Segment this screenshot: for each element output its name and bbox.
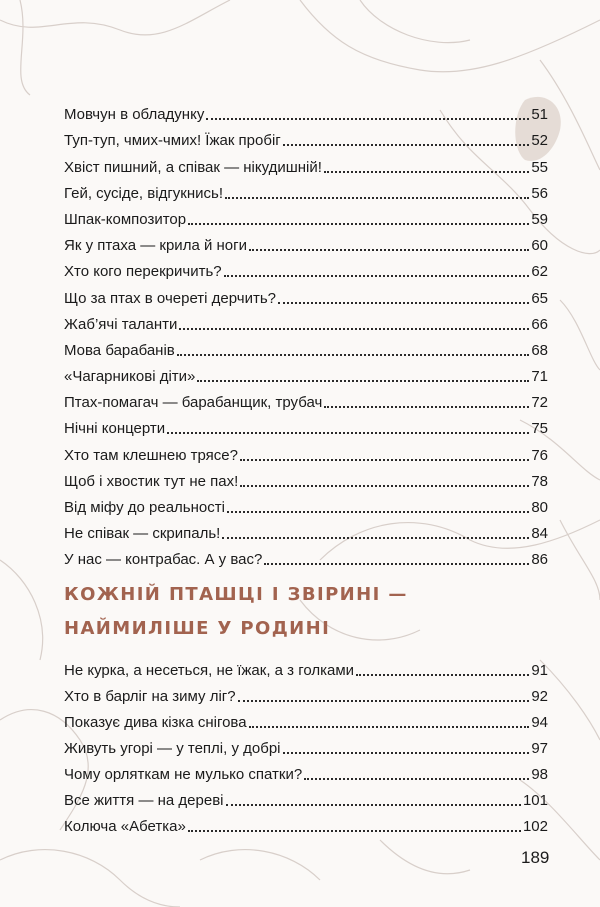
toc-entry-page: 55 [531, 158, 548, 176]
toc-entry[interactable] [64, 732, 548, 758]
section-heading-line-2: НАЙМИЛІШE У РОДИНІ [64, 618, 331, 639]
toc-entry-page: 75 [531, 420, 548, 438]
toc-entry-title: Нічні концерти [64, 420, 166, 438]
toc-entry-page: 91 [531, 662, 548, 679]
toc-entry-page: 51 [531, 106, 548, 124]
toc-entry[interactable] [64, 784, 548, 810]
toc-entry-title: Хто в барліг на зиму ліг? [64, 688, 236, 705]
leader-dots [278, 302, 529, 304]
leader-dots [227, 511, 529, 513]
toc-entry[interactable] [64, 386, 548, 412]
toc-entry-page: 86 [531, 551, 548, 569]
toc-entry-title: Хвіст пишний, а співак — нікудишній! [64, 158, 322, 176]
toc-entry-title: Не курка, а несеться, не їжак, а з голками [64, 662, 355, 679]
leader-dots [240, 459, 529, 461]
toc-entry-title: Живуть угорі — у теплі, у добрі [64, 740, 281, 757]
toc-entry-page: 102 [522, 818, 548, 835]
toc-entry-page: 72 [531, 394, 548, 412]
leader-dots [249, 249, 529, 251]
toc-entry-page: 68 [531, 341, 548, 359]
toc-entry-page: 97 [531, 740, 548, 757]
toc-entry-title: Хто кого перекричить? [64, 263, 222, 281]
toc-entry-title: «Чагарникові діти» [64, 368, 196, 386]
toc-entry-title: Чому орляткам не мулько спатки? [64, 766, 303, 783]
toc-section-1 [64, 98, 548, 569]
toc-entry-page: 65 [531, 289, 548, 307]
leader-dots [304, 778, 529, 780]
toc-entry[interactable] [64, 334, 548, 360]
toc-entry-title: Все життя — на дереві [64, 792, 224, 809]
leader-dots [225, 197, 529, 199]
toc-entry-page: 84 [531, 525, 548, 543]
leader-dots [177, 354, 530, 356]
toc-entry[interactable] [64, 810, 548, 836]
toc-entry-title: Жаб’ячі таланти [64, 315, 178, 333]
toc-entry[interactable] [64, 360, 548, 386]
toc-entry-page: 62 [531, 263, 548, 281]
toc-entry[interactable] [64, 465, 548, 491]
leader-dots [264, 563, 529, 565]
toc-entry-page: 60 [531, 237, 548, 255]
toc-entry-page: 71 [531, 368, 548, 386]
toc-entry-title: Як у птаха — крила й ноги [64, 237, 247, 255]
toc-entry-title: Птах-помагач — барабанщик, трубач [64, 394, 323, 412]
toc-entry-page: 76 [531, 446, 548, 464]
toc-entry-page: 78 [531, 472, 548, 490]
leader-dots [197, 380, 529, 382]
toc-entry-title: Колюча «Абетка» [64, 818, 186, 835]
toc-entry[interactable] [64, 706, 548, 732]
leader-dots [188, 223, 529, 225]
toc-entry-title: Мова барабанів [64, 341, 175, 359]
leader-dots [324, 406, 529, 408]
leader-dots [240, 485, 529, 487]
toc-entry[interactable] [64, 758, 548, 784]
toc-entry-page: 98 [531, 766, 548, 783]
section-heading-line-1: КОЖНІЙ ПТАШЦІ І ЗВІРИНІ — [64, 584, 408, 605]
toc-entry[interactable] [64, 654, 548, 680]
leader-dots [356, 674, 529, 676]
leader-dots [283, 144, 530, 146]
toc-entry[interactable] [64, 438, 548, 464]
leader-dots [167, 432, 529, 434]
leader-dots [224, 275, 530, 277]
toc-entry[interactable] [64, 412, 548, 438]
leader-dots [226, 804, 521, 806]
toc-entry-title: Шпак-композитор [64, 210, 187, 228]
page-number: 189 [521, 848, 550, 867]
toc-section-2 [64, 654, 548, 836]
leader-dots [324, 171, 529, 173]
toc-entry[interactable] [64, 308, 548, 334]
toc-entry-page: 59 [531, 210, 548, 228]
toc-entry-title: Щоб і хвостик тут не пах! [64, 472, 239, 490]
toc-entry[interactable] [64, 98, 548, 124]
toc-entry[interactable] [64, 543, 548, 569]
toc-entry-title: Туп-туп, чмих-чмих! Їжак пробіг [64, 132, 281, 150]
toc-entry[interactable] [64, 229, 548, 255]
toc-entry-title: Що за птах в очереті дерчить? [64, 289, 276, 307]
toc-entry-title: Від міфу до реальності [64, 499, 225, 516]
toc-entry[interactable] [64, 680, 548, 706]
toc-entry-title: У нас — контрабас. А у вас? [64, 551, 263, 569]
leader-dots [179, 328, 529, 330]
toc-entry[interactable] [64, 177, 548, 203]
leader-dots [222, 537, 529, 539]
toc-entry[interactable] [64, 255, 548, 281]
toc-entry[interactable] [64, 281, 548, 307]
leader-dots [188, 830, 521, 832]
toc-entry-page: 101 [522, 792, 548, 809]
toc-entry[interactable] [64, 203, 548, 229]
toc-entry-title: Хто там клешнею трясе? [64, 446, 238, 464]
toc-entry-page: 80 [531, 499, 548, 516]
toc-entry-page: 92 [531, 688, 548, 705]
toc-entry-page: 52 [531, 132, 548, 150]
toc-entry-title: Показує дива кізка снігова [64, 714, 247, 731]
toc-entry[interactable] [64, 150, 548, 176]
toc-entry-page: 66 [531, 315, 548, 333]
toc-entry[interactable] [64, 517, 548, 543]
toc-entry-page: 56 [531, 184, 548, 202]
leader-dots [249, 726, 530, 728]
toc-entry-title: Гей, сусіде, відгукнись! [64, 184, 224, 202]
leader-dots [238, 700, 530, 702]
toc-entry-title: Не співак — скрипаль! [64, 525, 221, 543]
toc-entry-title: Мовчун в обладунку [64, 106, 205, 124]
toc-entry[interactable] [64, 124, 548, 150]
toc-entry-page: 94 [531, 714, 548, 731]
section-heading [64, 578, 548, 646]
leader-dots [206, 118, 529, 120]
leader-dots [283, 752, 530, 754]
toc-entry[interactable] [64, 491, 548, 517]
